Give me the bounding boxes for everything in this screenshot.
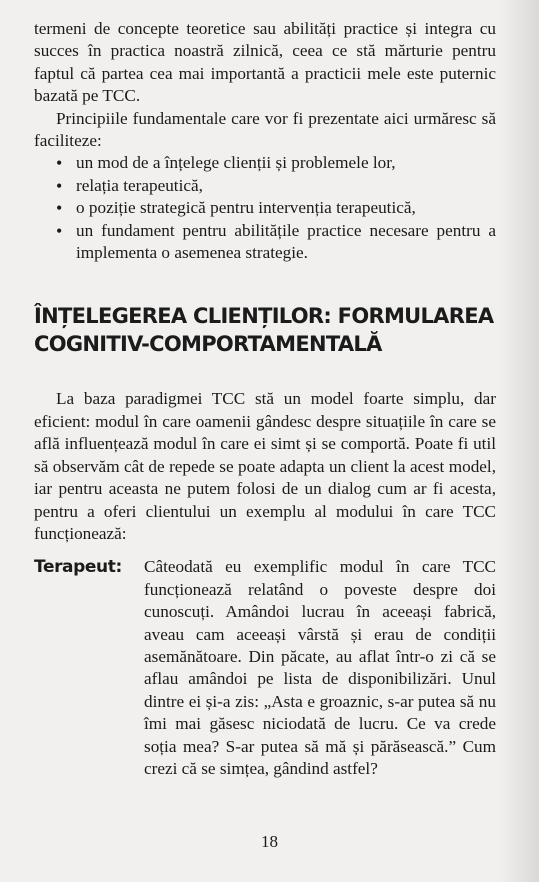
page-number: 18 <box>261 832 278 851</box>
tcc-basis-paragraph: La baza paradigmei TCC stă un model foarte simplu, dar eficient: modul în care oamenii gândesc despre situațiile în care se află influențează modul în care ei simt și se comportă. Poate fi util să observăm cât de repede se poate adapta un client la acest model, iar pentru aceasta ne putem folosi de un dialog cum ar fi acesta, pentru a oferi clientului un exemplu al modului în care TCC funcționează: <box>34 389 496 543</box>
dialog-speaker: Terapeut: <box>34 557 122 578</box>
page-edge-shadow <box>499 0 539 882</box>
list-item: • un fundament pentru abilitățile practice necesare pentru a implementa o asemenea strategie. <box>56 220 496 265</box>
list-item: • o poziție strategică pentru intervenția terapeutică, <box>56 197 496 219</box>
section-heading: ÎNȚELEGEREA CLIENȚILOR: FORMULAREA COGNITIV-COMPORTAMENTALĂ <box>34 304 494 357</box>
list-item: • un mod de a înțelege clienții și problemele lor, <box>56 152 496 174</box>
intro-paragraph: termeni de concepte teoretice sau abilități practice și integra cu succes în practica noastră zilnică, ceea ce stă mărturie pentru faptul că partea cea mai importantă a practicii mele este puternic bazată pe TCC. <box>34 19 496 106</box>
list-item: • relația terapeutică, <box>56 175 496 197</box>
principles-intro-paragraph: Principiile fundamentale care vor fi prezentate aici urmăresc să faciliteze: <box>34 108 496 151</box>
dialog-text: Câteodată eu exemplific modul în care TCC funcționează relatând o poveste despre doi cunoscuți. Amândoi lucrau în aceeași fabrică, aveau cam aceeași vârstă și erau de condiții asemănătoare. Din păcate, au aflat într-o zi că se aflau amândoi pe lista de disponibilizări. Unul dintre ei și-a zis: „Asta e groaznic, s-ar putea să nu îmi mai găsesc niciodată de lucru. Ce va crede soția mea? S-ar putea să mă și părăsească.” Cum crezi că se simțea, gândind astfel? <box>144 557 496 778</box>
page-content <box>34 18 496 780</box>
dialog-block <box>34 556 496 780</box>
principles-list <box>34 152 496 264</box>
